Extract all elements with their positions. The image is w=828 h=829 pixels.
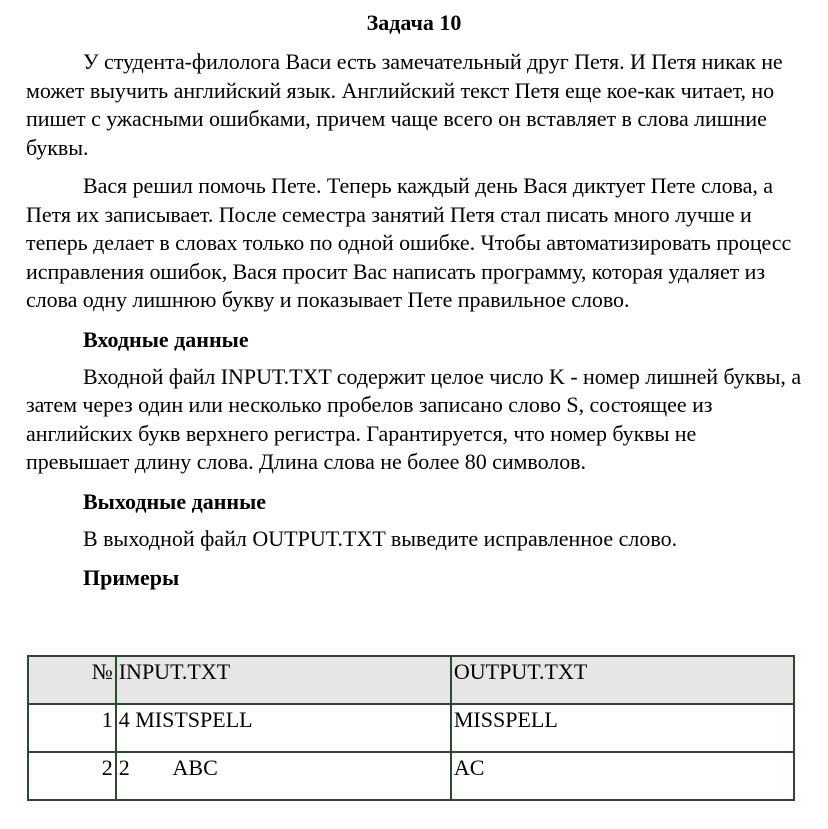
- row-number: 1: [28, 704, 116, 752]
- row-input: 4 MISTSPELL: [116, 704, 451, 752]
- table-row: [28, 752, 794, 800]
- table-row: [28, 704, 794, 752]
- header-input: INPUT.TXT: [116, 656, 451, 704]
- row-number: 2: [28, 752, 116, 800]
- header-output: OUTPUT.TXT: [451, 656, 794, 704]
- row-output: MISSPELL: [451, 704, 794, 752]
- row-output: AC: [451, 752, 794, 800]
- document-page: [26, 0, 802, 593]
- intro-paragraph-1: У студента-филолога Васи есть замечательный друг Петя. И Петя никак не может выучить английский язык. Английский текст Петя еще кое-как читает, но пишет с ужасными ошибками, причем чаще всего он вставляет в слова лишние буквы.: [26, 49, 783, 160]
- examples-heading: Примеры: [83, 565, 180, 590]
- problem-title: Задача 10: [366, 10, 462, 35]
- examples-table: [27, 655, 795, 801]
- output-section-heading: Выходные данные: [83, 488, 267, 514]
- input-section-heading: Входные данные: [83, 326, 249, 352]
- row-input: 2 ABC: [116, 752, 451, 800]
- input-section-text: Входной файл INPUT.TXT содержит целое число K - номер лишней буквы, а затем через один или несколько пробелов записано слово S, состоящее из английских букв верхнего регистра. Гарантируется, что номер буквы не превышает длину слова. Длина слова не более 80 символов.: [26, 363, 802, 474]
- output-section-text: В выходной файл OUTPUT.TXT выведите исправленное слово.: [83, 525, 678, 551]
- header-number: №: [28, 656, 116, 704]
- table-header-row: [28, 656, 794, 704]
- intro-paragraph-2: Вася решил помочь Пете. Теперь каждый день Вася диктует Пете слова, а Петя их записывает. После семестра занятий Петя стал писать много лучше и теперь делает в словах только по одной ошибке. Чтобы автоматизировать процесс исправления ошибок, Вася просит Вас написать программу, которая удаляет из слова одну лишнюю букву и показывает Пете правильное слово.: [26, 173, 792, 312]
